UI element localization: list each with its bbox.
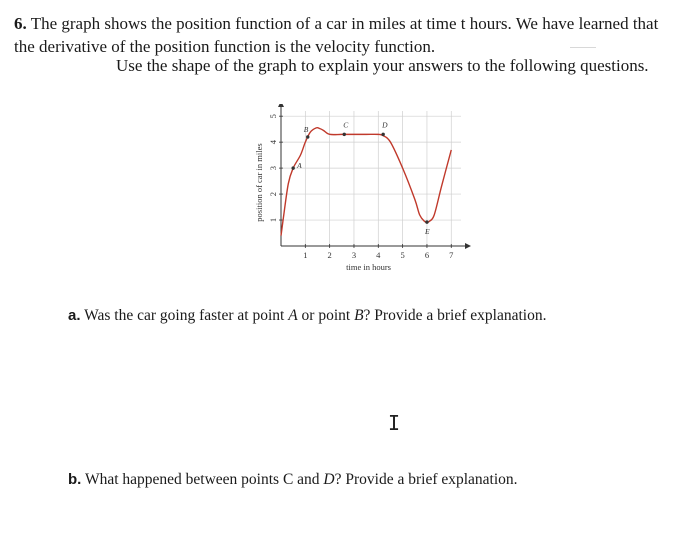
part-b-label: b. [68,471,82,488]
point-b-marker [306,135,309,138]
point-a-label: A [297,161,302,171]
part-b-text-2: ? Provide a brief explanation. [334,471,518,488]
y-tick-label-3: 3 [268,165,278,171]
point-c-label: C [343,120,349,130]
x-tick-label-6: 6 [424,250,430,260]
x-tick-label-2: 2 [327,250,332,260]
point-c-marker [343,133,346,136]
question-line-2: the derivative of the position function is the velocity function. [14,37,436,56]
x-axis-arrow-icon [465,243,471,249]
part-b-point: D [323,471,335,488]
point-b-label: B [303,124,309,134]
x-tick-label-4: 4 [376,250,381,260]
point-d-marker [381,133,384,136]
text-cursor-icon: I [388,411,401,435]
question-text-1: The graph shows the position function of a car in miles at time t hours. We have learned that [30,14,659,33]
position-curve-group [281,128,451,236]
part-b-question [68,471,518,489]
question-line-3: Use the shape of the graph to explain your answers to the following questions. [116,56,649,75]
x-tick-label-1: 1 [303,250,308,260]
point-d-label: D [382,120,388,130]
x-tick-label-3: 3 [351,250,357,260]
question-line-1 [14,14,694,34]
part-a-text-2: or point [297,307,355,324]
x-axis-label: time in hours [346,262,391,272]
y-tick-label-4: 4 [268,140,278,145]
part-a-point-2: B [354,307,364,324]
y-tick-label-1: 1 [268,217,278,223]
position-graph [248,104,478,280]
part-a-point-1: A [288,307,298,324]
faint-divider [570,47,596,48]
y-axis-arrow-icon [278,104,284,107]
point-a-marker [291,166,294,169]
labeled-points [291,120,429,236]
part-a-text-3: ? Provide a brief explanation. [363,307,547,324]
point-e-marker [425,220,428,223]
y-tick-label-5: 5 [268,114,278,119]
y-tick-label-2: 2 [268,191,278,197]
part-a-question [68,307,546,325]
question-number: 6. [14,14,27,33]
x-tick-label-5: 5 [400,250,405,260]
part-b-text-1: What happened between points C and [84,471,324,488]
position-curve-0 [281,128,451,236]
part-a-label: a. [68,307,81,324]
y-axis-label: position of car in miles [254,143,264,222]
part-a-text-1: Was the car going faster at point [84,307,289,324]
x-tick-label-7: 7 [449,250,454,260]
point-e-label: E [424,227,430,237]
